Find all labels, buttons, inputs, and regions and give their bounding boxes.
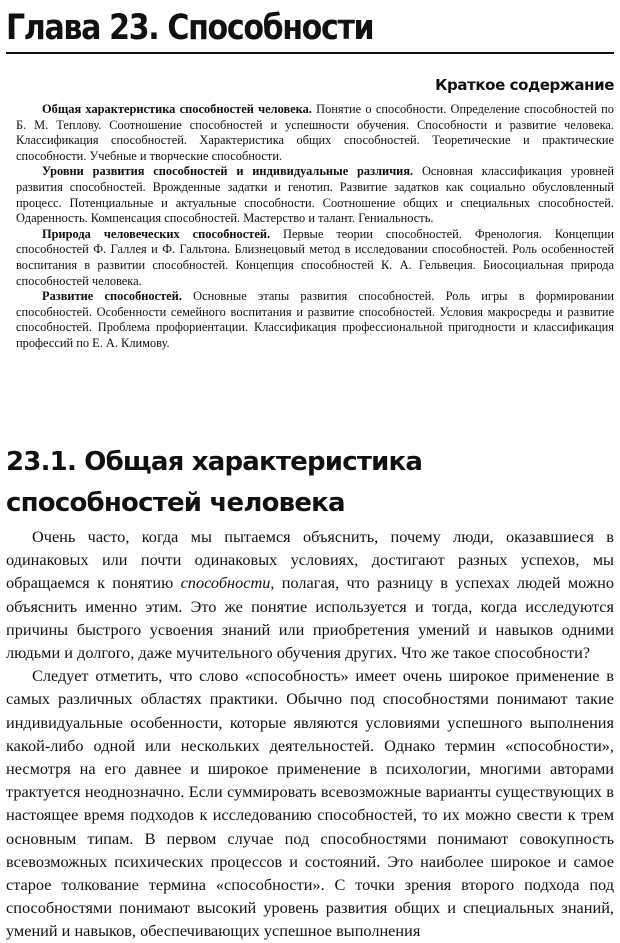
summary-item: [16, 227, 614, 289]
body-paragraph: Следует отметить, что слово «способность» имеет очень широкое применение в самых различных областях практики. Обычно под способностями понимают такие индивидуальные особенности, которые являются условиями успешного выполнения какой-либо одной или нескольких деятельностей. Однако термин «способности», несмотря на его давнее и широкое применение в психологии, многими авторами трактуется неоднозначно. Если суммировать всевозможные варианты существующих в настоящее время подходов к исследованию способностей, то их можно свести к трем основным типам. В первом случае под способностями понимают совокупность всевозможных психических процессов и состояний. Это наиболее широкое и самое старое толкование термина «способности». С точки зрения второго подхода под способностями понимают высокий уровень развития общих и специальных знаний, умений и навыков, обеспечивающих успешное выполнения: [6, 666, 614, 941]
section-title-line: способностей человека: [6, 488, 345, 518]
summary-item-lead: Развитие способностей.: [42, 289, 182, 304]
summary-item: [16, 102, 614, 164]
summary-item-text: Первые теории способностей. Френология. Концепции способностей Ф. Галлея и Ф. Гальтона. Близнецовый метод в исследовании способностей. Роль особенностей воспитания в развитии способностей. Концепция способностей К. А. Гельвеция. Биосоциальная природа способностей человека.: [16, 226, 614, 288]
body-text: [6, 525, 614, 943]
summary-item: [16, 289, 614, 351]
summary-item-text: Основные этапы развития способностей. Роль игры в формировании способностей. Особенности семейного воспитания и развитие способностей. Условия макросреды и развитие способностей. Проблема профориентации. Классификация профессиональной пригодности и классификация профессий по Е. А. Климову.: [16, 289, 614, 350]
summary-item-lead: Природа человеческих способностей.: [42, 226, 271, 241]
chapter-title-rule: [6, 52, 614, 54]
summary-item-text: Основная классификация уровней развития способностей. Врожденные задатки и генотип. Развитие задатков как социально обусловленный процесс. Потенциальные и актуальные способности. Соотношение общих и специальных способностей. Одаренность. Компенсация способностей. Мастерство и талант. Гениальность.: [16, 164, 614, 226]
chapter-title: Глава 23. Способности: [6, 8, 374, 48]
summary-item-text: Понятие о способности. Определение способностей по Б. М. Теплову. Соотношение способностей и успешности обучения. Способности и развитие человека. Классификация способностей. Характеристика общих способностей. Теоретические и практические способности. Учебные и творческие способности.: [16, 102, 614, 163]
section-title: [6, 442, 422, 524]
term-emphasis: способности: [180, 573, 271, 593]
summary-block: [16, 102, 614, 352]
summary-item-lead: Общая характеристика способностей человека.: [42, 102, 312, 116]
body-paragraph-text: Очень часто, когда мы пытаемся объяснить, почему люди, оказавшиеся в одинаковых или почти одинаковых условиях, достигают разных успехов, мы обращаемся к понятию: [6, 527, 614, 593]
summary-heading: Краткое содержание: [435, 76, 614, 94]
summary-item: [16, 164, 614, 226]
body-paragraph-text: , полагая, что разницу в успехах людей можно объяснить именно этим. Это же понятие используется и тогда, когда исследуются причины быстрого усвоения знаний или приобретения умений и навыков одними людьми и долгого, даже мучительного обучения других. Что же такое способности?: [6, 573, 614, 663]
section-title-line: 23.1. Общая характеристика: [6, 447, 423, 477]
summary-item-lead: Уровни развития способностей и индивидуальные различия.: [42, 164, 414, 179]
body-paragraph: [6, 525, 614, 664]
